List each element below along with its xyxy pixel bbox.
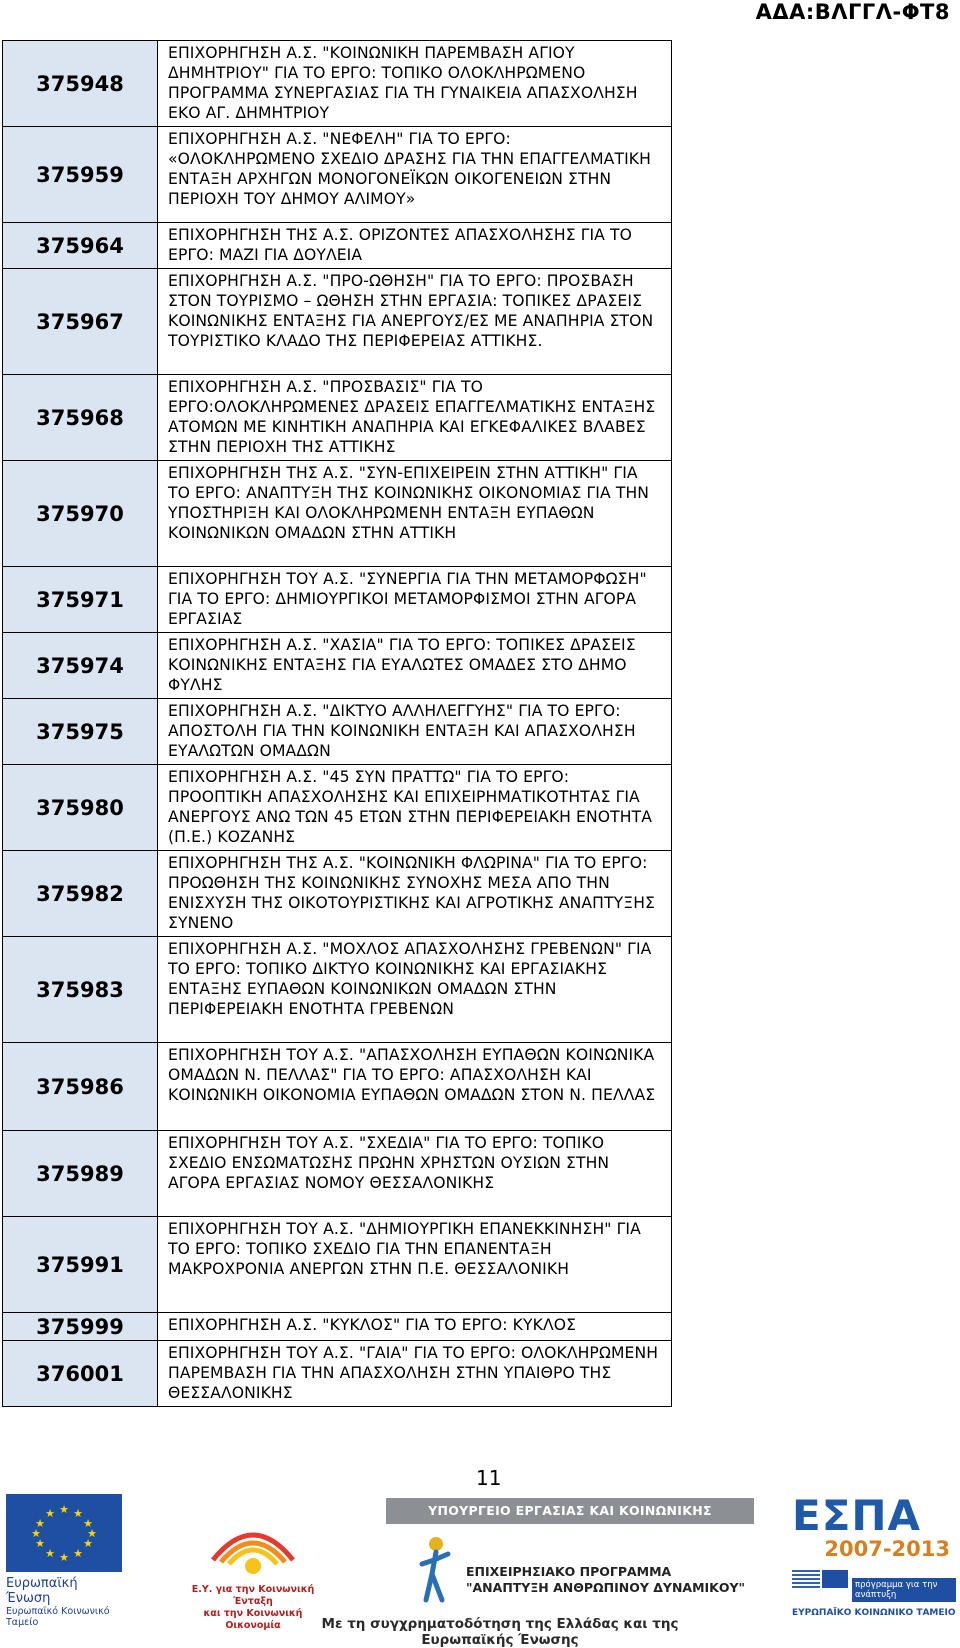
table-row [3, 633, 672, 699]
grant-code: 375980 [3, 765, 158, 851]
grant-description: ΕΠΙΧΟΡΗΓΗΣΗ ΤΟΥ Α.Σ. "ΣΥΝΕΡΓΙΑ ΓΙΑ ΤΗΝ ΜΕΤΑΜΟΡΦΩΣΗ" ΓΙΑ ΤΟ ΕΡΓΟ: ΔΗΜΙΟΥΡΓΙΚΟΙ ΜΕΤΑΜΟΡΦΙΣΜΟΙ ΣΤΗΝ ΑΓΟΡΑ ΕΡΓΑΣΙΑΣ [158, 567, 672, 633]
table-row [3, 375, 672, 461]
cofinancing-text: Με τη συγχρηματοδότηση της Ελλάδας και της Ευρωπαϊκής Ένωσης [321, 1616, 679, 1648]
eu-logo [6, 1494, 126, 1628]
eu-mini-flag-icon [822, 1570, 848, 1588]
grant-code: 375983 [3, 937, 158, 1043]
operational-programme-logo [178, 1490, 328, 1632]
grants-table [2, 40, 672, 1407]
table-row [3, 765, 672, 851]
eu-caption: Ευρωπαϊκή Ένωση [6, 1576, 78, 1606]
table-row [3, 269, 672, 375]
grant-code: 375999 [3, 1313, 158, 1341]
espa-years: 2007-2013 [824, 1537, 950, 1561]
grant-code: 375982 [3, 851, 158, 937]
espa-fund: ΕΥΡΩΠΑΪΚΟ ΚΟΙΝΩΝΙΚΟ ΤΑΜΕΙΟ [792, 1608, 956, 1618]
grant-description: ΕΠΙΧΟΡΗΓΗΣΗ ΤΗΣ Α.Σ. "ΚΟΙΝΩΝΙΚΗ ΦΛΩΡΙΝΑ" ΓΙΑ ΤΟ ΕΡΓΟ: ΠΡΟΩΘΗΣΗ ΤΗΣ ΚΟΙΝΩΝΙΚΗΣ ΣΥΝΟΧΗΣ ΜΕΣΑ ΑΠΟ ΤΗΝ ΕΝΙΣΧΥΣΗ ΤΗΣ ΟΙΚΟΤΟΥΡΙΣΤΙΚΗΣ ΚΑΙ ΑΓΡΟΤΙΚΗΣ ΑΝΑΠΤΥΞΗΣ ΣΥΝΕΝΟ [158, 851, 672, 937]
table-row [3, 1341, 672, 1407]
grant-code: 376001 [3, 1341, 158, 1407]
sun-caption-1: Ε.Υ. για την Κοινωνική Ένταξη [191, 1584, 315, 1607]
svg-text:★: ★ [31, 1527, 41, 1540]
grant-code: 375970 [3, 461, 158, 567]
grant-code: 375964 [3, 223, 158, 269]
ada-code: ΑΔΑ:ΒΛΓΓΛ-ΦΤ8 [755, 0, 950, 24]
svg-text:★: ★ [83, 1537, 93, 1550]
svg-text:★: ★ [59, 1551, 69, 1564]
svg-text:★: ★ [35, 1537, 45, 1550]
espa-tagline: πρόγραμμα για την ανάπτυξη [852, 1578, 956, 1602]
grant-description: ΕΠΙΧΟΡΗΓΗΣΗ ΤΟΥ Α.Σ. "ΣΧΕΔΙΑ" ΓΙΑ ΤΟ ΕΡΓΟ: ΤΟΠΙΚΟ ΣΧΕΔΙΟ ΕΝΣΩΜΑΤΩΣΗΣ ΠΡΩΗΝ ΧΡΗΣΤΩΝ ΟΥΣΙΩΝ ΣΤΗΝ ΑΓΟΡΑ ΕΡΓΑΣΙΑΣ ΝΟΜΟΥ ΘΕΣΣΑΛΟΝΙΚΗΣ [158, 1131, 672, 1217]
espa-logo [792, 1491, 956, 1618]
grant-description: ΕΠΙΧΟΡΗΓΗΣΗ Α.Σ. "45 ΣΥΝ ΠΡΑΤΤΩ" ΓΙΑ ΤΟ ΕΡΓΟ: ΠΡΟΟΠΤΙΚΗ ΑΠΑΣΧΟΛΗΣΗΣ ΚΑΙ ΕΠΙΧΕΙΡΗΜΑΤΙΚΟΤΗΤΑΣ ΓΙΑ ΑΝΕΡΓΟΥΣ ΑΝΩ ΤΩΝ 45 ΕΤΩΝ ΣΤΗΝ ΠΕΡΙΦΕΡΕΙΑΚΗ ΕΝΟΤΗΤΑ (Π.Ε.) ΚΟΖΑΝΗΣ [158, 765, 672, 851]
svg-text:★: ★ [87, 1527, 97, 1540]
programme-line-1: ΕΠΙΧΕΙΡΗΣΙΑΚΟ ΠΡΟΓΡΑΜΜΑ [466, 1564, 672, 1579]
grant-description: ΕΠΙΧΟΡΗΓΗΣΗ ΤΟΥ Α.Σ. "ΓΑΙΑ" ΓΙΑ ΤΟ ΕΡΓΟ: ΟΛΟΚΛΗΡΩΜΕΝΗ ΠΑΡΕΜΒΑΣΗ ΓΙΑ ΤΗΝ ΑΠΑΣΧΟΛΗΣΗ ΣΤΗΝ ΥΠΑΙΘΡΟ ΤΗΣ ΘΕΣΣΑΛΟΝΙΚΗΣ [158, 1341, 672, 1407]
grant-description: ΕΠΙΧΟΡΗΓΗΣΗ Α.Σ. "ΚΟΙΝΩΝΙΚΗ ΠΑΡΕΜΒΑΣΗ ΑΓΙΟΥ ΔΗΜΗΤΡΙΟΥ" ΓΙΑ ΤΟ ΕΡΓΟ: ΤΟΠΙΚΟ ΟΛΟΚΛΗΡΩΜΕΝΟ ΠΡΟΓΡΑΜΜΑ ΣΥΝΕΡΓΑΣΙΑΣ ΓΙΑ ΤΗ ΓΥΝΑΙΚΕΙΑ ΑΠΑΣΧΟΛΗΣΗ ΕΚΟ ΑΓ. ΔΗΜΗΤΡΙΟΥ [158, 41, 672, 127]
ministry-banner: ΥΠΟΥΡΓΕΙΟ ΕΡΓΑΣΙΑΣ ΚΑΙ ΚΟΙΝΩΝΙΚΗΣ ΑΣΦΑΛΙΣΗΣ [386, 1498, 754, 1524]
svg-text:★: ★ [59, 1503, 69, 1516]
svg-text:★: ★ [83, 1517, 93, 1530]
svg-text:★: ★ [45, 1507, 55, 1520]
grant-description: ΕΠΙΧΟΡΗΓΗΣΗ ΤΗΣ Α.Σ. ΟΡΙΖΟΝΤΕΣ ΑΠΑΣΧΟΛΗΣΗΣ ΓΙΑ ΤΟ ΕΡΓΟ: ΜΑΖΙ ΓΙΑ ΔΟΥΛΕΙΑ [158, 223, 672, 269]
grant-code: 375989 [3, 1131, 158, 1217]
table-row [3, 1131, 672, 1217]
grant-description: ΕΠΙΧΟΡΗΓΗΣΗ Α.Σ. "ΜΟΧΛΟΣ ΑΠΑΣΧΟΛΗΣΗΣ ΓΡΕΒΕΝΩΝ" ΓΙΑ ΤΟ ΕΡΓΟ: ΤΟΠΙΚΟ ΔΙΚΤΥΟ ΚΟΙΝΩΝΙΚΗΣ ΚΑΙ ΕΡΓΑΣΙΑΚΗΣ ΕΝΤΑΞΗΣ ΕΥΠΑΘΩΝ ΚΟΙΝΩΝΙΚΩΝ ΟΜΑΔΩΝ ΣΤΗΝ ΠΕΡΙΦΕΡΕΙΑΚΗ ΕΝΟΤΗΤΑ ΓΡΕΒΕΝΩΝ [158, 937, 672, 1043]
grant-description: ΕΠΙΧΟΡΗΓΗΣΗ Α.Σ. "ΧΑΣΙΑ" ΓΙΑ ΤΟ ΕΡΓΟ: ΤΟΠΙΚΕΣ ΔΡΑΣΕΙΣ ΚΟΙΝΩΝΙΚΗΣ ΕΝΤΑΞΗΣ ΓΙΑ ΕΥΑΛΩΤΕΣ ΟΜΑΔΕΣ ΣΤΟ ΔΗΜΟ ΦΥΛΗΣ [158, 633, 672, 699]
grant-description: ΕΠΙΧΟΡΗΓΗΣΗ Α.Σ. "ΠΡΟ-ΩΘΗΣΗ" ΓΙΑ ΤΟ ΕΡΓΟ: ΠΡΟΣΒΑΣΗ ΣΤΟΝ ΤΟΥΡΙΣΜΟ – ΩΘΗΣΗ ΣΤΗΝ ΕΡΓΑΣΙΑ: ΤΟΠΙΚΕΣ ΔΡΑΣΕΙΣ ΚΟΙΝΩΝΙΚΗΣ ΕΝΤΑΞΗΣ ΓΙΑ ΑΝΕΡΓΟΥΣ/ΕΣ ΜΕ ΑΝΑΠΗΡΙΑ ΣΤΟΝ ΤΟΥΡΙΣΤΙΚΟ ΚΛΑΔΟ ΤΗΣ ΠΕΡΙΦΕΡΕΙΑΣ ΑΤΤΙΚΗΣ. [158, 269, 672, 375]
table-row [3, 1043, 672, 1131]
grant-code: 375948 [3, 41, 158, 127]
sun-caption-2: και την Κοινωνική Οικονομία [203, 1608, 303, 1631]
sun-icon [193, 1490, 313, 1580]
grant-code: 375986 [3, 1043, 158, 1131]
grant-code: 375971 [3, 567, 158, 633]
eu-flag-icon [6, 1494, 122, 1572]
table-row [3, 699, 672, 765]
eu-subcaption: Ευρωπαϊκό Κοινωνικό Ταμείο [6, 1606, 110, 1628]
grant-code: 375974 [3, 633, 158, 699]
greek-flag-icon [792, 1570, 820, 1588]
footer-logos [0, 1486, 960, 1648]
grant-description: ΕΠΙΧΟΡΗΓΗΣΗ ΤΗΣ Α.Σ. "ΣΥΝ-ΕΠΙΧΕΙΡΕΙΝ ΣΤΗΝ ΑΤΤΙΚΗ" ΓΙΑ ΤΟ ΕΡΓΟ: ΑΝΑΠΤΥΞΗ ΤΗΣ ΚΟΙΝΩΝΙΚΗΣ ΟΙΚΟΝΟΜΙΑΣ ΓΙΑ ΤΗΝ ΥΠΟΣΤΗΡΙΞΗ ΚΑΙ ΟΛΟΚΛΗΡΩΜΕΝΗ ΕΝΤΑΞΗ ΕΥΠΑΘΩΝ ΚΟΙΝΩΝΙΚΩΝ ΟΜΑΔΩΝ ΣΤΗΝ ΑΤΤΙΚΗ [158, 461, 672, 567]
table-row [3, 937, 672, 1043]
grant-description: ΕΠΙΧΟΡΗΓΗΣΗ Α.Σ. "ΝΕΦΕΛΗ" ΓΙΑ ΤΟ ΕΡΓΟ: «ΟΛΟΚΛΗΡΩΜΕΝΟ ΣΧΕΔΙΟ ΔΡΑΣΗΣ ΓΙΑ ΤΗΝ ΕΠΑΓΓΕΛΜΑΤΙΚΗ ΕΝΤΑΞΗ ΑΡΧΗΓΩΝ ΜΟΝΟΓΟΝΕΪΚΩΝ ΟΙΚΟΓΕΝΕΙΩΝ ΣΤΗΝ ΠΕΡΙΟΧΗ ΤΟΥ ΔΗΜΟΥ ΑΛΙΜΟΥ» [158, 127, 672, 223]
grant-code: 375967 [3, 269, 158, 375]
svg-text:★: ★ [73, 1507, 83, 1520]
table-row [3, 127, 672, 223]
figure-icon [418, 1534, 458, 1604]
grant-code: 375975 [3, 699, 158, 765]
grant-description: ΕΠΙΧΟΡΗΓΗΣΗ ΤΟΥ Α.Σ. "ΔΗΜΙΟΥΡΓΙΚΗ ΕΠΑΝΕΚΚΙΝΗΣΗ" ΓΙΑ ΤΟ ΕΡΓΟ: ΤΟΠΙΚΟ ΣΧΕΔΙΟ ΓΙΑ ΤΗΝ ΕΠΑΝΕΝΤΑΞΗ ΜΑΚΡΟΧΡΟΝΙΑ ΑΝΕΡΓΩΝ ΣΤΗΝ Π.Ε. ΘΕΣΣΑΛΟΝΙΚΗ [158, 1217, 672, 1313]
svg-text:★: ★ [45, 1547, 55, 1560]
grant-code: 375968 [3, 375, 158, 461]
grant-code: 375959 [3, 127, 158, 223]
table-row [3, 567, 672, 633]
grant-description: ΕΠΙΧΟΡΗΓΗΣΗ ΤΟΥ Α.Σ. "ΑΠΑΣΧΟΛΗΣΗ ΕΥΠΑΘΩΝ ΚΟΙΝΩΝΙΚΑ ΟΜΑΔΩΝ Ν. ΠΕΛΛΑΣ" ΓΙΑ ΤΟ ΕΡΓΟ: ΑΠΑΣΧΟΛΗΣΗ ΚΑΙ ΚΟΙΝΩΝΙΚΗ ΟΙΚΟΝΟΜΙΑ ΕΥΠΑΘΩΝ ΟΜΑΔΩΝ ΣΤΟΝ Ν. ΠΕΛΛΑΣ [158, 1043, 672, 1131]
table-row [3, 41, 672, 127]
page-number: 11 [476, 1466, 502, 1490]
table-row [3, 223, 672, 269]
grant-code: 375991 [3, 1217, 158, 1313]
grant-description: ΕΠΙΧΟΡΗΓΗΣΗ Α.Σ. "ΔΙΚΤΥΟ ΑΛΛΗΛΕΓΓΥΗΣ" ΓΙΑ ΤΟ ΕΡΓΟ: ΑΠΟΣΤΟΛΗ ΓΙΑ ΤΗΝ ΚΟΙΝΩΝΙΚΗ ΕΝΤΑΞΗ ΚΑΙ ΑΠΑΣΧΟΛΗΣΗ ΕΥΑΛΩΤΩΝ ΟΜΑΔΩΝ [158, 699, 672, 765]
svg-text:★: ★ [35, 1517, 45, 1530]
espa-title: ΕΣΠΑ [792, 1491, 922, 1540]
grant-description: ΕΠΙΧΟΡΗΓΗΣΗ Α.Σ. "ΚΥΚΛΟΣ" ΓΙΑ ΤΟ ΕΡΓΟ: ΚΥΚΛΟΣ [158, 1313, 672, 1341]
grant-description: ΕΠΙΧΟΡΗΓΗΣΗ Α.Σ. "ΠΡΟΣΒΑΣΙΣ" ΓΙΑ ΤΟ ΕΡΓΟ:ΟΛΟΚΛΗΡΩΜΕΝΕΣ ΔΡΑΣΕΙΣ ΕΠΑΓΓΕΛΜΑΤΙΚΗΣ ΕΝΤΑΞΗΣ ΑΤΟΜΩΝ ΜΕ ΚΙΝΗΤΙΚΗ ΑΝΑΠΗΡΙΑ ΚΑΙ ΕΓΚΕΦΑΛΙΚΕΣ ΒΛΑΒΕΣ ΣΤΗΝ ΠΕΡΙΟΧΗ ΤΗΣ ΑΤΤΙΚΗΣ [158, 375, 672, 461]
table-row [3, 461, 672, 567]
table-row [3, 851, 672, 937]
table-row [3, 1217, 672, 1313]
svg-text:★: ★ [73, 1547, 83, 1560]
table-row [3, 1313, 672, 1341]
programme-line-2: "ΑΝΑΠΤΥΞΗ ΑΝΘΡΩΠΙΝΟΥ ΔΥΝΑΜΙΚΟΥ" [466, 1580, 746, 1595]
